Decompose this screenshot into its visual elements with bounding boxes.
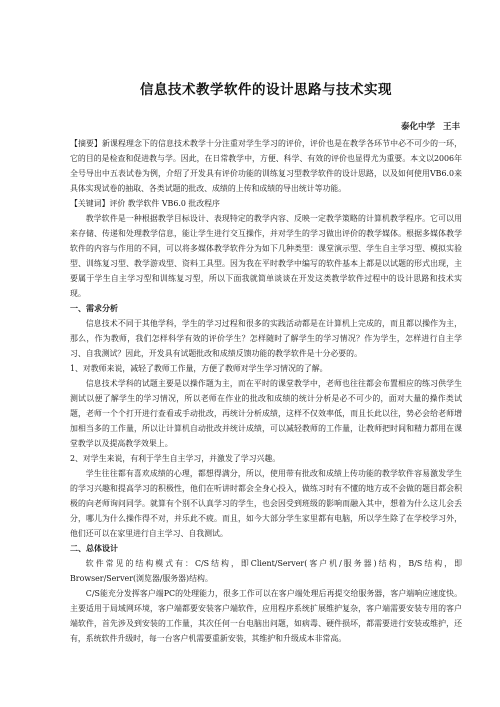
- design-paragraph-1: 软件常见的结构模式有：C/S结构，即Client/Server(客户机/服务器)结构，B/S结构，即Browser/Server(浏览器/服务器)结构。: [70, 559, 462, 583]
- keywords-paragraph: [70, 196, 462, 211]
- abstract-label: 【摘要】: [70, 139, 103, 148]
- author-line: [70, 120, 460, 132]
- abstract-paragraph: [70, 136, 462, 196]
- abstract-text: 新课程理念下的信息技术教学十分注重对学生学习的评价，评价也是在教学各环节中必不可少的一环，它的目的是检查和促进教与学。因此，在日常教学中，方便、科学、有效的评价也显得尤为重要。本文以2006年全号导出中五表试卷为例，介绍了开发具有评价功能的训练复习型教学软件的设计思路，以及如何使用VB6.0来具体实现试卷的抽取、各类试题的批改、成绩的上传和成绩的导出统计等功能。: [70, 139, 462, 193]
- keywords-label: 【关键词】: [70, 199, 110, 208]
- intro-paragraph: 教学软件是一种根据教学目标设计、表现特定的教学内容、反映一定教学策略的计算机教学程序。它可以用来存储、传递和处理教学信息，能让学生进行交互操作，并对学生的学习做出评价的教学媒体。根据多媒体教学软件的内容与作用的不同，可以将多媒体教学软件分为如下几种类型：课堂演示型、学生自主学习型、模拟实验型、训练复习型、教学游戏型、资料工具型。因为我在平时教学中编写的软件基本上都是以试题的形式出现，主要属于学生自主学习型和训练复习型，所以下面我就简单谈谈在开发这类教学软件过程中的设计思路和技术实现。: [70, 214, 462, 298]
- section-heading-requirements: 一、需求分析: [70, 304, 118, 313]
- requirements-intro-paragraph: 信息技术不同于其他学科，学生的学习过程和很多的实践活动都是在计算机上完成的，而且都以操作为主，那么，作为教师，我们怎样科学有效的评价学生？怎样随时了解学生的学习情况？作为学生，怎样进行自主学习、自我测试？因此，开发具有试题批改和成绩反馈功能的教学软件是十分必要的。: [70, 319, 462, 358]
- teacher-subheading: 1、对教师来说，减轻了教师工作量，方便了教师对学生学习情况的了解。: [70, 364, 328, 373]
- teacher-paragraph: 信息技术学科的试题主要是以操作题为主，而在平时的课堂教学中，老师也往往都会布置相应的练习供学生测试以便了解学生的学习情况，所以老师在作业的批改和成绩的统计分析是必不可少的，面对大量的操作类试题，老师一个个打开进行查看或手动批改，再统计分析成绩，这样不仅效率低，而且长此以往，势必会给老师增加相当多的工作量，所以让计算机自动批改并统计成绩，可以减轻教师的工作量，让教师把时间和精力都用在课堂教学以及提高教学效果上。: [70, 379, 462, 448]
- design-paragraph-2: C/S能充分发挥客户端PC的处理能力，很多工作可以在客户端处理后再提交给服务器，客户端响应速度快。主要适用于局域网环境，客户端都要安装客户端软件，应用程序系统扩展维护复杂，客户端需要安装专用的客户端软件，首先涉及到安装的工作量，其次任何一台电脑出问题，如病毒、硬件损坏，都需要进行安装或维护，还有，系统软件升级时，每一台客户机需要重新安装，其维护和升级成本非常高。: [70, 589, 462, 643]
- author-name: 王丰: [442, 122, 460, 132]
- keywords-text: 评价 教学软件 VB6.0 批改程序: [109, 199, 220, 208]
- student-subheading: 2、对学生来说，有利于学生自主学习，并激发了学习兴趣。: [70, 454, 281, 463]
- student-paragraph: 学生往往都有喜欢成绩的心理，都想得满分，所以，使用带有批改和成绩上传功能的教学软件容易激发学生的学习兴趣和提高学习的积极性，他们在听讲时都会全身心投入，做练习时有不懂的地方或不会做的题目都会积极的向老师询问同学。就算有个别不认真学习的学生，也会因受到班级的影响而融入其中，想着为什么这儿会丢分，哪儿为什么操作得不对，并乐此不疲。而且，如今大部分学生家里都有电脑，所以学生除了在学校学习外，他们还可以在家里进行自主学习、自我测试。: [70, 469, 462, 538]
- author-school: 泰化中学: [400, 122, 435, 132]
- section-heading-design: 二、总体设计: [70, 544, 118, 553]
- page-title: 信息技术教学软件的设计思路与技术实现: [140, 82, 392, 98]
